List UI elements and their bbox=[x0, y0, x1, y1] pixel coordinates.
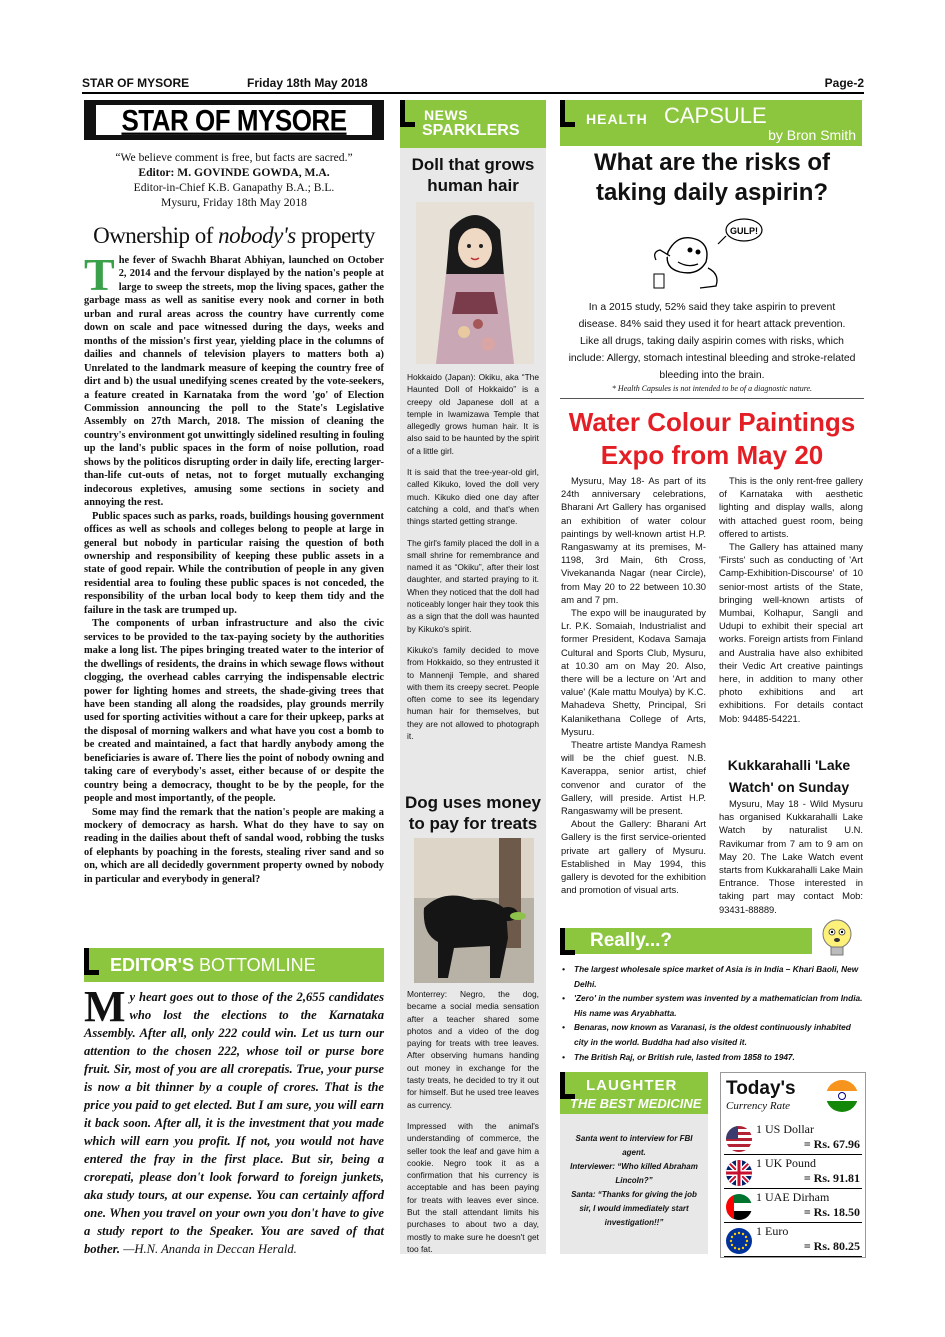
lakewatch-headline: Kukkarahalli 'Lake Watch' on Sunday bbox=[727, 757, 851, 795]
uae-flag-icon bbox=[726, 1194, 752, 1220]
eu-flag-icon bbox=[726, 1228, 752, 1254]
sparklers-label-b: SPARKLERS bbox=[422, 122, 520, 139]
health-label-a: HEALTH bbox=[586, 111, 648, 127]
doll-story-body bbox=[407, 371, 539, 751]
editorial-headline bbox=[84, 223, 384, 249]
joke-line: Interviewer: “Who killed Abraham Lincoln?” bbox=[570, 1162, 698, 1185]
motto: “We believe comment is free, but facts are sacred.” bbox=[115, 151, 353, 164]
bottomline-label-a: EDITOR'S bbox=[110, 955, 194, 975]
doll-paragraph: Kikuko's family decided to move from Hokkaido, so they entrusted it to Mannenji Temple, and shared with them its creepy secret. People often come to see its legendary human hair for themselves, but they are not allowed to photograph it. bbox=[407, 644, 539, 742]
editorial-paragraph: Some may find the remark that the nation's people are making a mockery of democracy as harsh. What do they have to say on reading in the dailies about theft of sandal wood, robbing the tusks of elephants by poaching in the forests, stealing river sand and so on, which are all decidedly government property owned by nobody in particular and everybody in general? bbox=[84, 806, 384, 885]
speech-bubble-text: GULP! bbox=[730, 226, 758, 236]
watercolour-paragraph: Mysuru, May 18- As part of its 24th anniversary celebrations, Bharani Art Gallery has organised an exhibition of water colour paintings by well-known artist H.P. Rangaswamy at its premises, M-1198, 3rd Main, 6th Cross, Vivekananda Nagar (near Circle), from May 20 to 22 between 10.30 am and 7 pm. bbox=[561, 475, 706, 605]
bracket-icon bbox=[84, 948, 99, 975]
watercolour-col-1 bbox=[561, 474, 706, 897]
editorial-paragraph: The components of urban infrastructure and also the civic services to be provided to the tax-paying society by the authorities make a long list. The pipes bringing treated water to the interior of the dwellings of residents, the drains in which sewage flows without clogging, the overhead cables carrying the indispensable electric power for lighting homes and streets, the shade-giving trees that have been standing all along the roadsides, play grounds merrily used for sporting activities without a care for their upkeep, parks at the disposal of morning walkers and what have you cost a bomb to be created and maintained, a fact that hardly anybody among the beneficiaries is aware of. There lies the point of nobody owning and taking care of everybody's asset, either because of or despite the country being a democracy, thought to be by the people, for the people and most importantly, of the people. bbox=[84, 618, 384, 805]
editorial-paragraph: he fever of Swachh Bharat Abhiyan, launched on October 2, 2014 and the fervour displayed by the nation's people at large to sweep the streets, mop the living spaces, gather the garbage mass as well as sanitise every nook and corner in both urban and rural areas across the country have currently come down on scale and pace witnessed during the days, weeks and months of the mission's first year, yielding place in the columns of dailies and channels of television players to matters both a) Unrelated to the landmark measure of keeping the country free of dirt and b) the usual unedifying scenes created by the vote-seekers, a feature created in Karnataka from the word 'go' of Election Commission announcing the poll to the State's Legislative Assembly on 27th March, 2018. The mission of cleaning the country's environment got unwittingly sidelined resulting in fouling up the land's public spaces in the form of noise pollution, road shows by the politicos disrupting order in daily life, erecting larger-than-life cut-outs of netas, not to forget mutually exchanging indecorous expletives, amusing some sections in society and annoying the rest. bbox=[84, 255, 384, 509]
joke-line: Santa: “Thanks for giving the job sir, I would immediately start investigation!!” bbox=[571, 1190, 697, 1227]
masthead-title: STAR OF MYSORE bbox=[121, 102, 347, 137]
currency-row-usd bbox=[724, 1122, 862, 1155]
masthead bbox=[84, 100, 384, 140]
list-item: • 'Zero' in the number system was invented by a mathematician from India. His name was Aryabhatta. bbox=[562, 991, 864, 1020]
bracket-icon bbox=[560, 1072, 575, 1099]
laughter-joke bbox=[566, 1132, 702, 1230]
really-section-bar bbox=[560, 928, 812, 954]
pill-swallow-cartoon-icon bbox=[648, 212, 768, 292]
health-body: In a 2015 study, 52% said they take aspirin to prevent disease. 84% said they used it for heart attack prevention. Like all drugs, taking daily aspirin comes with risks, which include: Allergy, stomach intestinal bleeding and stroke-related bleeding into the brain. bbox=[568, 302, 856, 381]
cartoon-figure bbox=[648, 212, 768, 292]
editorial-dropcap: T bbox=[84, 249, 115, 300]
watercolour-paragraph: About the Gallery: Bharani Art Gallery is the first service-oriented private art gallery of Mysuru. Established in May 1994, this gallery is devoted for the exhibition and promotion of visual arts. bbox=[561, 818, 706, 896]
bracket-icon bbox=[400, 100, 415, 127]
headline-part: Ownership of bbox=[93, 223, 219, 248]
currency-row-aed bbox=[724, 1190, 862, 1223]
health-question: What are the risks of taking daily aspirin? bbox=[593, 149, 831, 206]
lakewatch-paragraph: Mysuru, May 18 - Wild Mysuru has organised Kukkarahalli Lake Watch by naturalist U.N. Ravikumar from 7 am to 9 am on May 20. The Lake Watch event starts from Kukkarahalli Lake Main Entrance. Those interested in taking part may contact Mob: 93431-88889. bbox=[719, 798, 863, 915]
headline-part: property bbox=[295, 223, 375, 248]
lightbulb-character-icon bbox=[814, 914, 860, 960]
currency-name: 1 US Dollar bbox=[756, 1122, 814, 1136]
currency-name: 1 Euro bbox=[756, 1224, 789, 1238]
list-item: • Benaras, now known as Varanasi, is the oldest continuously inhabited city in the world. Buddha had also visited it. bbox=[562, 1020, 864, 1049]
india-flag-icon bbox=[826, 1080, 858, 1112]
health-label-b: CAPSULE bbox=[664, 103, 767, 128]
dog-illustration bbox=[414, 838, 534, 983]
currency-title: Today's bbox=[726, 1078, 796, 1099]
sparklers-label-a: NEWS bbox=[424, 107, 468, 123]
watercolour-paragraph: The expo will be inaugurated by Lr. P.K. Somaiah, Industrialist and former President, Kodava Samaja Cultural and Sports Club, Mysuru, at 10.30 am on May 20. Also, there will be a lecture on 'Art and value' (Kale mattu Moulya) by K.C. Mahadeva Shetty, Principal, Sri Kalanikethana College of Arts, Mysuru. bbox=[561, 607, 706, 737]
currency-value: = Rs. 67.96 bbox=[803, 1137, 860, 1151]
currency-row-eur bbox=[724, 1224, 862, 1257]
health-capsule-bar bbox=[560, 100, 862, 146]
bottomline-label-b: BOTTOMLINE bbox=[198, 955, 316, 975]
dog-photo bbox=[414, 838, 534, 983]
editorial-credits bbox=[84, 150, 384, 210]
doll-paragraph: It is said that the tree-year-old girl, called Kikuko, loved the doll very much. Kikuko died one day after catching a cold, and that's when things started getting strange. bbox=[407, 467, 539, 527]
really-label: Really...? bbox=[590, 930, 673, 951]
health-disclaimer: * Health Capsules is not intended to be of a diagnostic nature. bbox=[611, 384, 813, 393]
editor-in-chief-line: Editor-in-Chief K.B. Ganapathy B.A.; B.L. bbox=[133, 181, 335, 194]
joke-line: Santa went to interview for FBI agent. bbox=[575, 1134, 693, 1157]
dog-story-body bbox=[407, 988, 539, 1264]
lightbulb-icon bbox=[814, 914, 860, 960]
doll-photo bbox=[416, 202, 534, 364]
header-paper-name: STAR OF MYSORE bbox=[82, 76, 190, 90]
dog-paragraph: Impressed with the animal's understanding of commerce, the seller took the leaf and gave him a cookie. Negro took it as a confirmation that his currency is acceptable and has been paying for treats with leaves ever since. But the stall attendant limits his purchases to about two a day, mostly to make sure he doesn't get too fat. bbox=[407, 1120, 539, 1254]
bottomline-dropcap: M bbox=[84, 982, 126, 1031]
lakewatch-body bbox=[719, 797, 863, 916]
bracket-icon bbox=[560, 928, 575, 955]
bottomline-credit: —H.N. Ananda in Deccan Herald. bbox=[120, 1242, 297, 1256]
sparklers-section-bar bbox=[400, 100, 546, 148]
uk-flag-icon bbox=[726, 1160, 752, 1186]
list-item: • The British Raj, or British rule, lasted from 1858 to 1947. bbox=[562, 1050, 864, 1065]
laughter-label-b: THE BEST MEDICINE bbox=[570, 1096, 702, 1111]
editor-line: Editor: M. GOVINDE GOWDA, M.A. bbox=[138, 166, 330, 179]
bottomline-text: y heart goes out to those of the 2,655 candidates who lost the elections to the Karnataka Assembly. After all, only 222 could win. Let us turn our attention to the chosen 222, whose toil or purse bore fruit. Sir, most of you are all crorepatis. True, your purse is now a bit thinner by a couple of crores. That is the price you paid to get elected. But I am sure, you will earn it back soon. After all, it is the investment that you made which will earn you profit. If not, you would not have entered the fray in the first place. But sir, being a crorepati, please don't look forward to foreign junkets, aka study tours, at our expense. You can certainly afford one. When you travel on your own you don't have to give a study report to the Speaker. You are saved of that bother. bbox=[84, 990, 384, 1256]
dateline: Mysuru, Friday 18th May 2018 bbox=[161, 196, 307, 209]
header-date: Friday 18th May 2018 bbox=[247, 76, 368, 90]
doll-illustration bbox=[416, 202, 534, 364]
watercolour-paragraph: This is the only rent-free gallery of Karnataka with aesthetic lighting and display walls, along with attached guest room, being offered to artists. bbox=[719, 475, 863, 539]
bracket-icon bbox=[560, 100, 575, 127]
currency-subtitle: Currency Rate bbox=[726, 1100, 791, 1112]
doll-paragraph: Hokkaido (Japan): Okiku, aka “The Haunted Doll of Hokkaido” is a creepy old Japanese doll at a temple in Iwamizawa Temple that allegedly grows human hair. It is also said to be haunted by the spirit of a little girl. bbox=[407, 372, 539, 456]
watercolour-headline: Water Colour Paintings Expo from May 20 bbox=[568, 407, 856, 470]
watercolour-col-2 bbox=[719, 474, 863, 725]
currency-value: = Rs. 91.81 bbox=[803, 1171, 860, 1185]
editorial-paragraph: Public spaces such as parks, roads, buildings housing government offices as well as schools and colleges belong to people at large in general but nobody in particular raising the question of both ownership and responsibility of keeping these public assets in a state of good repair. While the contribution of people in any given residential area to fouling these public spaces is not conceded, the responsibility of the urban local body to keep them tidy and the failure in the task are trumped up. bbox=[84, 510, 384, 616]
dog-paragraph: Monterrey: Negro, the dog, became a social media sensation after a teacher shared some photos and a video of the dog paying for treats with tree leaves. After observing humans handing out money in exchange for the tasty treats, he decided to try it out for himself. But he used tree leaves as currency. bbox=[407, 989, 539, 1110]
doll-paragraph: The girl's family placed the doll in a small shrine for remembrance and named it as “Okiku”, after their lost daughter, and started praying to it. When they noticed that the doll had noticeably longer hair they took this as a sign that the doll was haunted by Kikuko's spirit. bbox=[407, 537, 539, 634]
divider bbox=[560, 398, 864, 399]
watercolour-paragraph: Theatre artiste Mandya Ramesh will be the chief guest. N.B. Kaverappa, senior artist, chief convenor and curator of the Gallery, will preside. Artist H.P. Rangaswamy will be present. bbox=[561, 739, 706, 817]
laughter-label-a: LAUGHTER bbox=[586, 1077, 678, 1094]
watercolour-paragraph: The Gallery has attained many 'Firsts' such as conducting of 'Art Camp-Exhibition-Discourse' of 10 senior-most artists of the State, bringing well-known artists of Mumbai, Kolhapur, Sangli and Udupi to exhibit their special art works. Foreign artists from Finland and Australia have also exhibited their Vedic Art creative paintings here, in addition to many other photo exhibitions and art exhibitions. For details contact Mob: 94485-54221. bbox=[719, 541, 863, 724]
bottomline-section-bar bbox=[84, 948, 384, 982]
currency-name: 1 UK Pound bbox=[756, 1156, 817, 1170]
bottomline-body bbox=[84, 982, 384, 1258]
health-byline: by Bron Smith bbox=[768, 127, 856, 143]
currency-name: 1 UAE Dirham bbox=[756, 1190, 830, 1204]
laughter-section-bar bbox=[560, 1072, 708, 1114]
doll-story-title: Doll that grows human hair bbox=[411, 155, 535, 195]
currency-row-gbp bbox=[724, 1156, 862, 1189]
us-flag-icon bbox=[726, 1126, 752, 1152]
list-item: • The largest wholesale spice market of Asia is in India – Khari Baoli, New Delhi. bbox=[562, 962, 864, 991]
headline-italic-part: nobody's bbox=[218, 223, 296, 248]
currency-value: = Rs. 18.50 bbox=[803, 1205, 860, 1219]
dog-story-title: Dog uses money to pay for treats bbox=[404, 793, 542, 833]
page-header bbox=[82, 76, 864, 94]
currency-value: = Rs. 80.25 bbox=[803, 1239, 860, 1253]
header-page-number: Page-2 bbox=[824, 76, 864, 90]
editorial-body bbox=[84, 249, 384, 886]
really-facts-list bbox=[562, 962, 864, 1064]
